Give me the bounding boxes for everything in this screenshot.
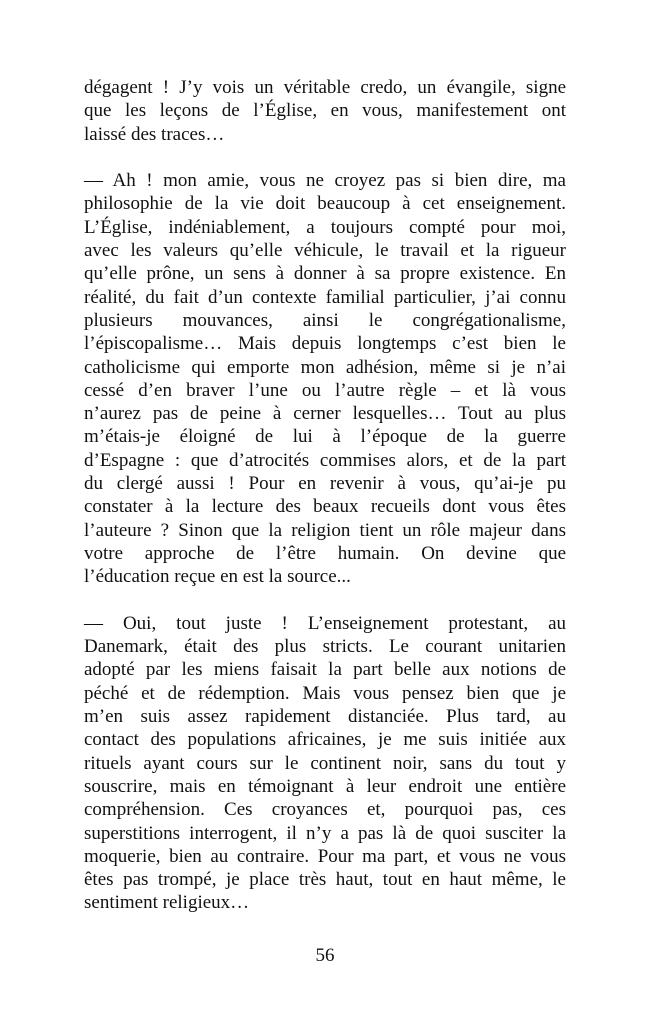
page-number: 56	[315, 945, 335, 966]
text-line: réalité, du fait d’un contexte familial particulier, j’ai connu	[84, 286, 566, 308]
text-line: — Oui, tout juste ! L’enseignement protestant, au	[84, 612, 566, 634]
text-line: avec les valeurs qu’elle véhicule, le travail et la rigueur	[84, 240, 566, 262]
paragraph	[84, 76, 566, 146]
text-line: superstitions interrogent, il n’y a pas là de quoi susciter la	[84, 822, 566, 844]
text-line: philosophie de la vie doit beaucoup à cet enseignement.	[84, 193, 566, 215]
page-body	[84, 76, 566, 938]
text-line: dégagent ! J’y vois un véritable credo, un évangile, signe	[84, 77, 566, 98]
paragraph	[84, 169, 566, 588]
text-line: m’étais-je éloigné de lui à l’époque de la guerre	[84, 426, 566, 448]
text-line: Danemark, était des plus stricts. Le courant unitarien	[84, 636, 566, 658]
text-line: cessé d’en braver l’une ou l’autre règle – et là vous	[84, 379, 566, 401]
text-line: l’auteure ? Sinon que la religion tient un rôle majeur dans	[84, 519, 566, 541]
text-line: constater à la lecture des beaux recueils dont vous êtes	[84, 496, 566, 518]
text-line: péché et de rédemption. Mais vous pensez bien que je	[84, 682, 566, 704]
paragraph	[84, 612, 566, 915]
text-line: n’aurez pas de peine à cerner lesquelles… Tout au plus	[84, 403, 566, 425]
text-line: souscrire, mais en témoignant à leur endroit une entière	[84, 775, 566, 797]
text-line: que les leçons de l’Église, en vous, manifestement ont	[84, 100, 566, 122]
text-line: sentiment religieux…	[84, 892, 250, 914]
text-line: — Ah ! mon amie, vous ne croyez pas si bien dire, ma	[84, 170, 566, 192]
text-line: adopté par les miens faisait la part belle aux notions de	[84, 659, 566, 681]
text-line: rituels ayant cours sur le continent noir, sans du tout y	[84, 752, 566, 774]
text-line: du clergé aussi ! Pour en revenir à vous, qu’ai-je pu	[84, 473, 566, 495]
text-line: êtes pas trompé, je place très haut, tout en haut même, le	[84, 869, 566, 891]
text-line: moquerie, bien au contraire. Pour ma part, et vous ne vous	[84, 845, 566, 867]
text-line: votre approche de l’être humain. On devine que	[84, 542, 566, 564]
text-line: contact des populations africaines, je me suis initiée aux	[84, 729, 566, 751]
text-line: laissé des traces…	[84, 123, 225, 145]
text-line: L’Église, indéniablement, a toujours compté pour moi,	[84, 216, 566, 238]
text-line: catholicisme qui emporte mon adhésion, même si je n’ai	[84, 356, 566, 378]
text-line: plusieurs mouvances, ainsi le congrégationalisme,	[84, 309, 566, 331]
text-line: m’en suis assez rapidement distanciée. Plus tard, au	[84, 706, 566, 728]
text-line: qu’elle prône, un sens à donner à sa propre existence. En	[84, 263, 566, 285]
text-line: l’épiscopalisme… Mais depuis longtemps c’est bien le	[84, 333, 566, 355]
text-line: l’éducation reçue en est la source...	[84, 566, 351, 588]
text-line: d’Espagne : que d’atrocités commises alors, et de la part	[84, 449, 566, 471]
text-line: compréhension. Ces croyances et, pourquoi pas, ces	[84, 799, 566, 821]
